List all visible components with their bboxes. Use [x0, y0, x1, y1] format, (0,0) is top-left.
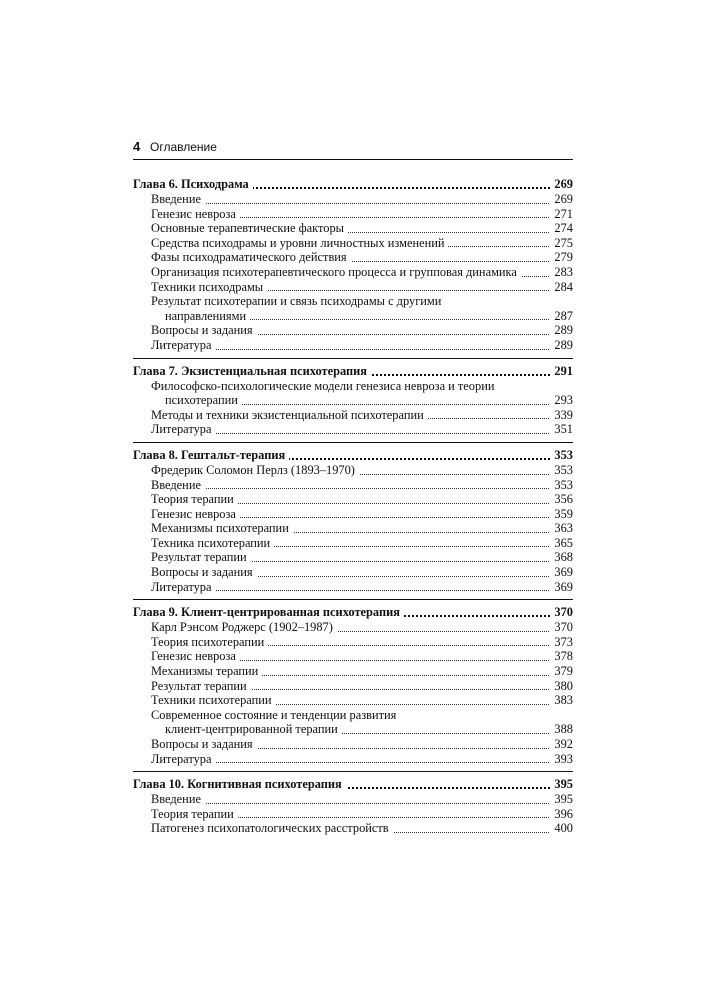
section-title: Средства психодрамы и уровни личностных изменений [151, 236, 448, 250]
section-list [133, 792, 573, 836]
chapter-title: Глава 8. Гештальт-терапия [133, 448, 289, 462]
section-title: Литература [151, 580, 215, 594]
chapter-entry[interactable] [133, 777, 573, 792]
section-page: 363 [550, 521, 573, 536]
section-page: 289 [550, 338, 573, 353]
section-page: 393 [550, 752, 573, 767]
section-title: Техники психотерапии [151, 693, 276, 707]
chapter-page: 370 [550, 605, 573, 620]
section-title: Теория психотерапии [151, 635, 268, 649]
chapter-entry[interactable] [133, 364, 573, 379]
section-page: 284 [550, 280, 573, 295]
chapter-title: Глава 9. Клиент-центрированная психотерапия [133, 605, 404, 619]
section-title: Теория терапии [151, 807, 238, 821]
section-entry-line2[interactable] [151, 393, 573, 408]
section-title: Организация психотерапевтического процесса и групповая динамика [151, 265, 521, 279]
section-title: Генезис невроза [151, 207, 240, 221]
section-title: Техника психотерапии [151, 536, 274, 550]
chapter-divider [133, 771, 573, 772]
section-entry[interactable] [151, 192, 573, 207]
section-title: Фазы психодраматического действия [151, 250, 351, 264]
section-entry[interactable] [151, 807, 573, 822]
section-page: 373 [550, 635, 573, 650]
section-entry[interactable] [151, 408, 573, 423]
section-title: Теория терапии [151, 492, 238, 506]
section-title: Фредерик Соломон Перлз (1893–1970) [151, 463, 359, 477]
section-page: 353 [550, 463, 573, 478]
section-entry-line2[interactable] [151, 722, 573, 737]
section-page: 369 [550, 580, 573, 595]
section-entry[interactable] [151, 550, 573, 565]
dot-leader [151, 803, 573, 804]
section-entry-line1[interactable] [151, 379, 573, 394]
section-page: 274 [550, 221, 573, 236]
section-entry[interactable] [151, 492, 573, 507]
table-of-contents [133, 177, 573, 841]
section-list [133, 463, 573, 594]
section-entry[interactable] [151, 792, 573, 807]
chapter-entry[interactable] [133, 177, 573, 192]
section-entry[interactable] [151, 323, 573, 338]
section-page: 279 [550, 250, 573, 265]
chapter-page: 353 [550, 448, 573, 463]
section-page: 380 [550, 679, 573, 694]
section-page: 275 [550, 236, 573, 251]
chapter-title: Глава 10. Когнитивная психотерапия [133, 777, 346, 791]
header-title: Оглавление [150, 140, 217, 154]
section-page: 287 [550, 309, 573, 324]
chapter-block [133, 777, 573, 836]
section-entry[interactable] [151, 463, 573, 478]
section-title: Результат психотерапии и связь психодрамы с другими [151, 294, 445, 308]
chapter-block [133, 177, 573, 353]
section-title: Современное состояние и тенденции развития [151, 708, 400, 722]
section-entry[interactable] [151, 620, 573, 635]
section-entry[interactable] [151, 649, 573, 664]
section-page: 353 [550, 478, 573, 493]
section-title-continued: клиент-центрированной терапии [151, 722, 342, 736]
page-number: 4 [133, 139, 141, 154]
section-page: 379 [550, 664, 573, 679]
section-page: 339 [550, 408, 573, 423]
section-title: Философско-психологические модели генезиса невроза и теории [151, 379, 498, 393]
chapter-page: 269 [550, 177, 573, 192]
section-title: Генезис невроза [151, 649, 240, 663]
chapter-page: 291 [550, 364, 573, 379]
chapter-block [133, 448, 573, 594]
running-header [133, 139, 573, 160]
section-title: Техники психодрамы [151, 280, 267, 294]
section-title: Патогенез психопатологических расстройств [151, 821, 393, 835]
section-title: Механизмы психотерапии [151, 521, 293, 535]
section-entry[interactable] [151, 207, 573, 222]
section-title: Вопросы и задания [151, 565, 257, 579]
section-page: 369 [550, 565, 573, 580]
section-entry[interactable] [151, 478, 573, 493]
section-page: 396 [550, 807, 573, 822]
section-page: 293 [550, 393, 573, 408]
section-entry[interactable] [151, 580, 573, 595]
chapter-divider [133, 442, 573, 443]
section-entry[interactable] [151, 521, 573, 536]
section-entry[interactable] [151, 664, 573, 679]
section-entry-line1[interactable] [151, 294, 573, 309]
section-title: Основные терапевтические факторы [151, 221, 348, 235]
section-entry[interactable] [151, 250, 573, 265]
section-page: 388 [550, 722, 573, 737]
section-title: Введение [151, 192, 205, 206]
section-page: 392 [550, 737, 573, 752]
section-title-continued: психотерапии [151, 393, 242, 407]
section-page: 271 [550, 207, 573, 222]
section-title: Результат терапии [151, 679, 251, 693]
section-page: 368 [550, 550, 573, 565]
section-entry-line2[interactable] [151, 309, 573, 324]
section-entry[interactable] [151, 265, 573, 280]
section-title: Карл Рэнсом Роджерс (1902–1987) [151, 620, 337, 634]
section-page: 370 [550, 620, 573, 635]
section-page: 289 [550, 323, 573, 338]
section-title: Вопросы и задания [151, 323, 257, 337]
section-title: Вопросы и задания [151, 737, 257, 751]
section-entry[interactable] [151, 752, 573, 767]
dot-leader [151, 488, 573, 489]
dot-leader [151, 203, 573, 204]
section-entry[interactable] [151, 635, 573, 650]
section-entry[interactable] [151, 280, 573, 295]
section-entry[interactable] [151, 221, 573, 236]
section-entry[interactable] [151, 536, 573, 551]
section-page: 283 [550, 265, 573, 280]
chapter-entry[interactable] [133, 448, 573, 463]
section-title: Результат терапии [151, 550, 251, 564]
section-page: 395 [550, 792, 573, 807]
section-title: Литература [151, 338, 215, 352]
chapter-divider [133, 599, 573, 600]
section-title: Механизмы терапии [151, 664, 262, 678]
chapter-block [133, 605, 573, 766]
section-page: 269 [550, 192, 573, 207]
section-list [133, 192, 573, 353]
section-page: 383 [550, 693, 573, 708]
section-entry[interactable] [151, 338, 573, 353]
section-page: 400 [550, 821, 573, 836]
section-title: Генезис невроза [151, 507, 240, 521]
section-title-continued: направлениями [151, 309, 250, 323]
section-title: Литература [151, 752, 215, 766]
section-page: 351 [550, 422, 573, 437]
section-page: 356 [550, 492, 573, 507]
section-page: 365 [550, 536, 573, 551]
section-list [133, 620, 573, 766]
chapter-title: Глава 6. Психодрама [133, 177, 253, 191]
section-list [133, 379, 573, 437]
section-title: Введение [151, 478, 205, 492]
section-entry[interactable] [151, 679, 573, 694]
section-entry[interactable] [151, 737, 573, 752]
section-entry[interactable] [151, 236, 573, 251]
section-entry[interactable] [151, 821, 573, 836]
chapter-page: 395 [550, 777, 573, 792]
chapter-divider [133, 358, 573, 359]
section-entry-line1[interactable] [151, 708, 573, 723]
section-page: 359 [550, 507, 573, 522]
section-title: Методы и техники экзистенциальной психотерапии [151, 408, 428, 422]
section-entry[interactable] [151, 507, 573, 522]
section-title: Введение [151, 792, 205, 806]
section-title: Литература [151, 422, 215, 436]
chapter-title: Глава 7. Экзистенциальная психотерапия [133, 364, 371, 378]
section-page: 378 [550, 649, 573, 664]
section-entry[interactable] [151, 693, 573, 708]
section-entry[interactable] [151, 422, 573, 437]
chapter-entry[interactable] [133, 605, 573, 620]
chapter-block [133, 364, 573, 437]
section-entry[interactable] [151, 565, 573, 580]
